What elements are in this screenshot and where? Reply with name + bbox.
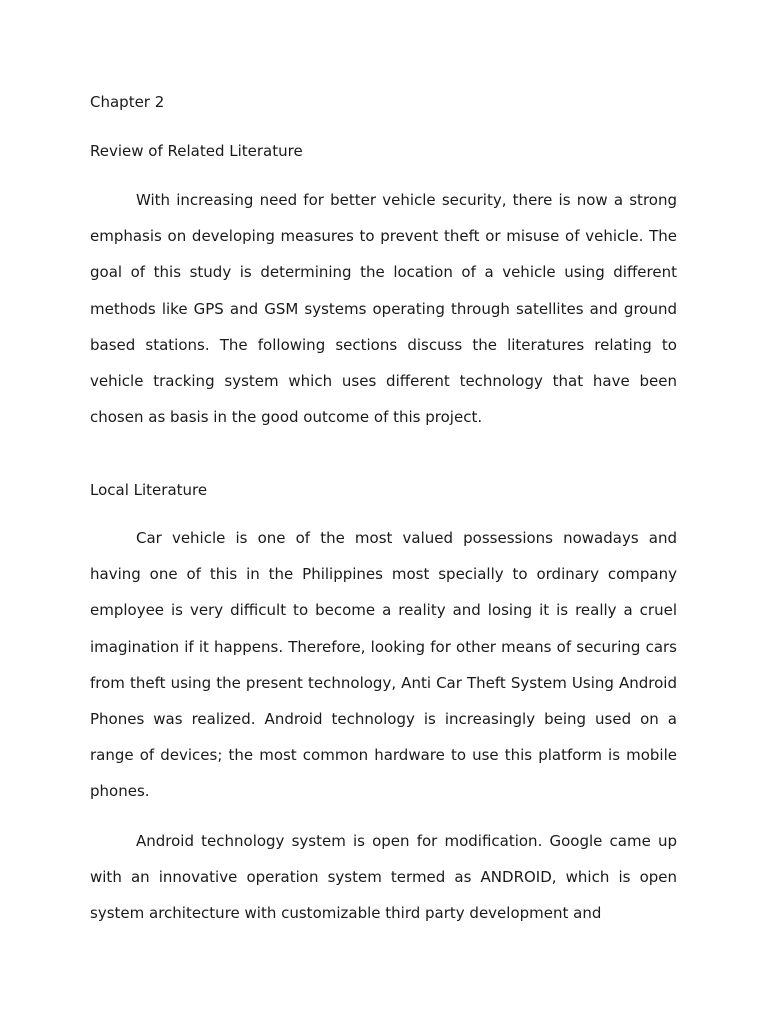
chapter-label: Chapter 2	[90, 93, 165, 111]
intro-paragraph: With increasing need for better vehicle security, there is now a strong emphasis on developing measures to prevent theft or misuse of vehicle. The goal of this study is determining the location of a vehicle using different methods like GPS and GSM systems operating through satellites and ground based stations. The following sections discuss the literatures relating to vehicle tracking system which uses different technology that have been chosen as basis in the good outcome of this project.	[90, 191, 677, 427]
local-paragraph-1: Car vehicle is one of the most valued possessions nowadays and having one of this in the Philippines most specially to ordinary company employee is very difficult to become a reality and losing it is really a cruel imagination if it happens. Therefore, looking for other means of securing cars from theft using the present technology, Anti Car Theft System Using Android Phones was realized. Android technology is increasingly being used on a range of devices; the most common hardware to use this platform is mobile phones.	[90, 529, 677, 801]
local-literature-heading: Local Literature	[90, 481, 208, 499]
local-paragraph-2: Android technology system is open for modification. Google came up with an innovative operation system termed as ANDROID, which is open system architecture with customizable third party development and	[90, 832, 677, 923]
section-title: Review of Related Literature	[90, 142, 303, 160]
document-page	[90, 0, 677, 1024]
